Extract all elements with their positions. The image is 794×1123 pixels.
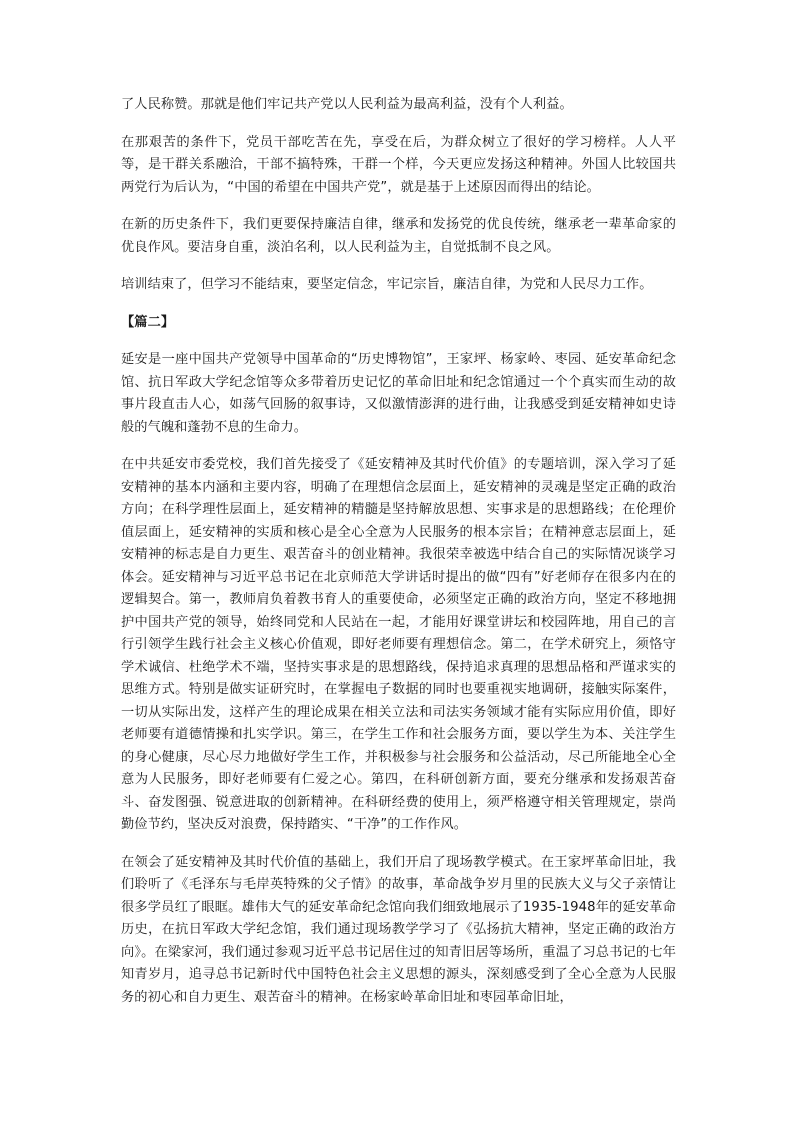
document-page <box>121 94 676 1024</box>
paragraph: 培训结束了，但学习不能结束，要坚定信念，牢记宗旨，廉洁自律，为党和人民尽力工作。 <box>121 277 653 292</box>
paragraph: 延安是一座中国共产党领导中国革命的“历史博物馆”，王家坪、杨家岭、枣园、延安革命纪念馆、抗日军政大学纪念馆等众多带着历史记忆的革命旧址和纪念馆通过一个个真实而生动的故事片段直击人心，如荡气回肠的叙事诗，又似激情澎湃的进行曲，让我感受到延安精神如史诗般的气魄和蓬勃不息的生命力。 <box>121 352 676 435</box>
paragraph: 了人民称赞。那就是他们牢记共产党以人民利益为最高利益，没有个人利益。 <box>121 97 573 112</box>
section-heading: 【篇二】 <box>121 314 175 330</box>
paragraph: 在新的历史条件下，我们更要保持廉洁自律，继承和发扬党的优良传统，继承老一辈革命家的优良作风。要洁身自重，淡泊名利，以人民利益为主，自觉抵制不良之风。 <box>121 217 676 255</box>
paragraph: 在那艰苦的条件下，党员干部吃苦在先，享受在后，为群众树立了很好的学习榜样。人人平等，是干群关系融洽，干部不搞特殊，干群一个样，今天更应发扬这种精神。外国人比较国共两党行为后认为，“中国的希望在中国共产党”，就是基于上述原因而得出的结论。 <box>121 134 676 195</box>
paragraph: 在领会了延安精神及其时代价值的基础上，我们开启了现场教学模式。在王家坪革命旧址，我们聆听了《毛泽东与毛岸英特殊的父子情》的故事，革命战争岁月里的民族大义与父子亲情让很多学员红了眼眶。雄伟大气的延安革命纪念馆向我们细致地展示了1935-1948年的延安革命历史，在抗日军政大学纪念馆，我们通过现场教学学习了《弘扬抗大精神，坚定正确的政治方向》。在梁家河，我们通过参观习近平总书记居住过的知青旧居等场所，重温了习总书记的七年知青岁月，追寻总书记新时代中国特色社会主义思想的源头，深刻感受到了全心全意为人民服务的初心和自力更生、艰苦奋斗的精神。在杨家岭革命旧址和枣园革命旧址， <box>121 854 676 1005</box>
paragraph: 在中共延安市委党校，我们首先接受了《延安精神及其时代价值》的专题培训，深入学习了延安精神的基本内涵和主要内容，明确了在理想信念层面上，延安精神的灵魂是坚定正确的政治方向；在科学理性层面上，延安精神的精髓是坚持解放思想、实事求是的思想路线；在伦理价值层面上，延安精神的实质和核心是全心全意为人民服务的根本宗旨；在精神意志层面上，延安精神的标志是自力更生、艰苦奋斗的创业精神。我很荣幸被选中结合自己的实际情况谈学习体会。延安精神与习近平总书记在北京师范大学讲话时提出的做“四有”好老师存在很多内在的逻辑契合。第一，教师肩负着教书育人的重要使命，必须坚定正确的政治方向，坚定不移地拥护中国共产党的领导，始终同党和人民站在一起，才能用好课堂讲坛和校园阵地，用自己的言行引领学生践行社会主义核心价值观，即好老师要有理想信念。第二，在学术研究上，须恪守学术诚信、杜绝学术不端，坚持实事求是的思想路线，保持追求真理的思想品格和严谨求实的思维方式。特别是做实证研究时，在掌握电子数据的同时也要重视实地调研，接触实际案件，一切从实际出发，这样产生的理论成果在相关立法和司法实务领域才能有实际应用价值，即好老师要有道德情操和扎实学识。第三，在学生工作和社会服务方面，要以学生为本、关注学生的身心健康，尽心尽力地做好学生工作，并积极参与社会服务和公益活动，尽己所能地全心全意为人民服务，即好老师要有仁爱之心。第四，在科研创新方面，要充分继承和发扬艰苦奋斗、奋发图强、锐意进取的创新精神。在科研经费的使用上，须严格遵守相关管理规定，崇尚勤俭节约，坚决反对浪费，保持踏实、“干净”的工作作风。 <box>121 457 676 832</box>
